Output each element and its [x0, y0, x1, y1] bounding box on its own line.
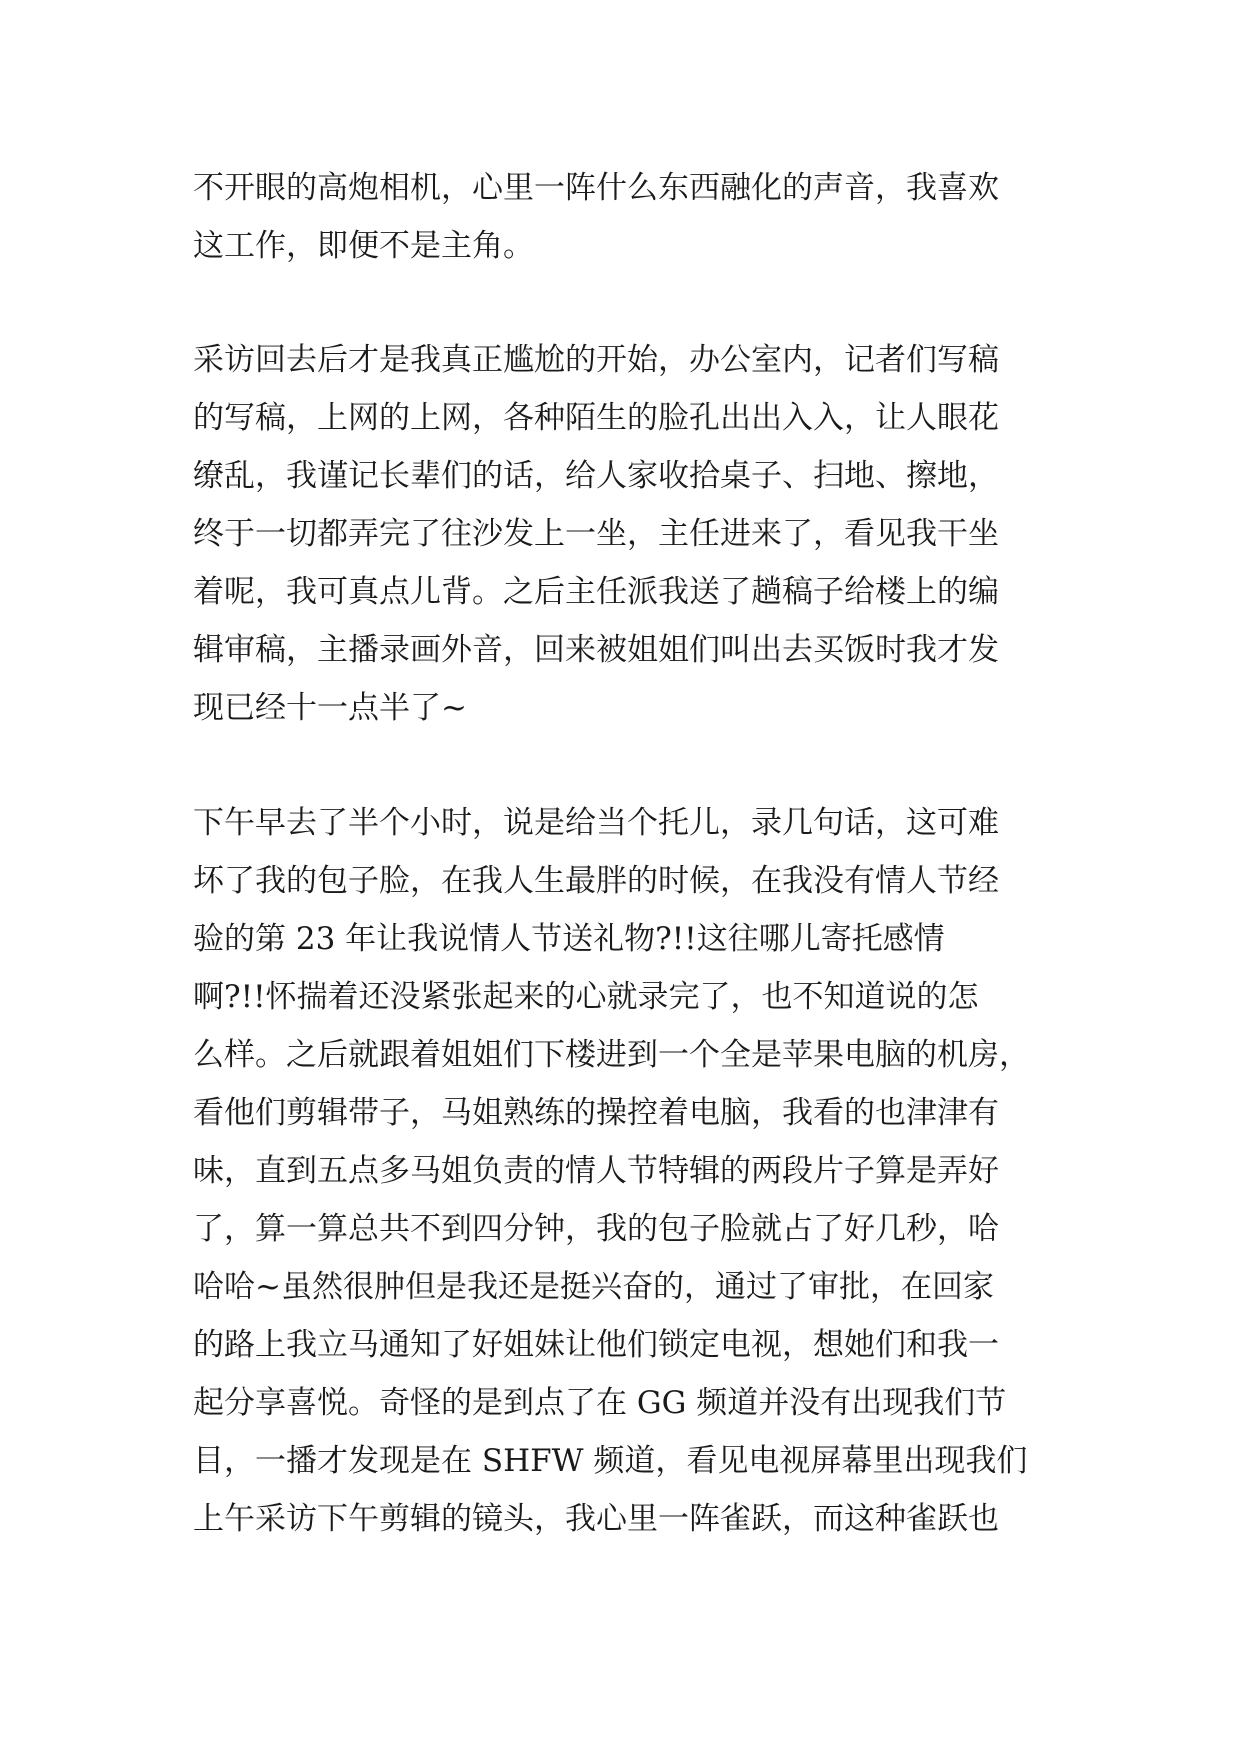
paragraph-line: 不开眼的高炮相机，心里一阵什么东西融化的声音，我喜欢 — [193, 170, 999, 206]
paragraph-1 — [193, 159, 1053, 275]
paragraph-line: 这工作，即便不是主角。 — [193, 228, 534, 264]
paragraph-line: 验的第 23 年让我说情人节送礼物?!!这往哪儿寄托感情 — [193, 921, 945, 957]
paragraph-line: 辑审稿，主播录画外音，回来被姐姐们叫出去买饭时我才发 — [193, 632, 999, 668]
paragraph-line: 的路上我立马通知了好姐妹让他们锁定电视，想她们和我一 — [193, 1327, 999, 1363]
paragraph-line: 啊?!!怀揣着还没紧张起来的心就录完了，也不知道说的怎 — [193, 979, 979, 1015]
paragraph-line: 目，一播才发现是在 SHFW 频道，看见电视屏幕里出现我们 — [193, 1443, 1028, 1479]
paragraph-3 — [193, 794, 1053, 1548]
paragraph-line: 么样。之后就跟着姐姐们下楼进到一个全是苹果电脑的机房， — [193, 1037, 1030, 1073]
paragraph-line: 采访回去后才是我真正尴尬的开始，办公室内，记者们写稿 — [193, 342, 999, 378]
paragraph-line: 坏了我的包子脸，在我人生最胖的时候，在我没有情人节经 — [193, 863, 999, 899]
paragraph-line: 起分享喜悦。奇怪的是到点了在 GG 频道并没有出现我们节 — [193, 1385, 1007, 1421]
paragraph-line: 了，算一算总共不到四分钟，我的包子脸就占了好几秒，哈 — [193, 1211, 999, 1247]
paragraph-line: 哈哈~虽然很肿但是我还是挺兴奋的，通过了审批，在回家 — [193, 1269, 994, 1305]
paragraph-2 — [193, 331, 1053, 737]
paragraph-line: 现已经十一点半了~ — [193, 690, 467, 726]
paragraph-line: 下午早去了半个小时，说是给当个托儿，录几句话，这可难 — [193, 805, 999, 841]
paragraph-line: 缭乱，我谨记长辈们的话，给人家收拾桌子、扫地、擦地， — [193, 458, 999, 494]
paragraph-line: 着呢，我可真点儿背。之后主任派我送了趟稿子给楼上的编 — [193, 574, 999, 610]
paragraph-line: 看他们剪辑带子，马姐熟练的操控着电脑，我看的也津津有 — [193, 1095, 999, 1131]
paragraph-line: 上午采访下午剪辑的镜头，我心里一阵雀跃，而这种雀跃也 — [193, 1501, 999, 1537]
paragraph-line: 味，直到五点多马姐负责的情人节特辑的两段片子算是弄好 — [193, 1153, 999, 1189]
paragraph-line: 的写稿，上网的上网，各种陌生的脸孔出出入入，让人眼花 — [193, 400, 999, 436]
paragraph-line: 终于一切都弄完了往沙发上一坐，主任进来了，看见我干坐 — [193, 516, 999, 552]
